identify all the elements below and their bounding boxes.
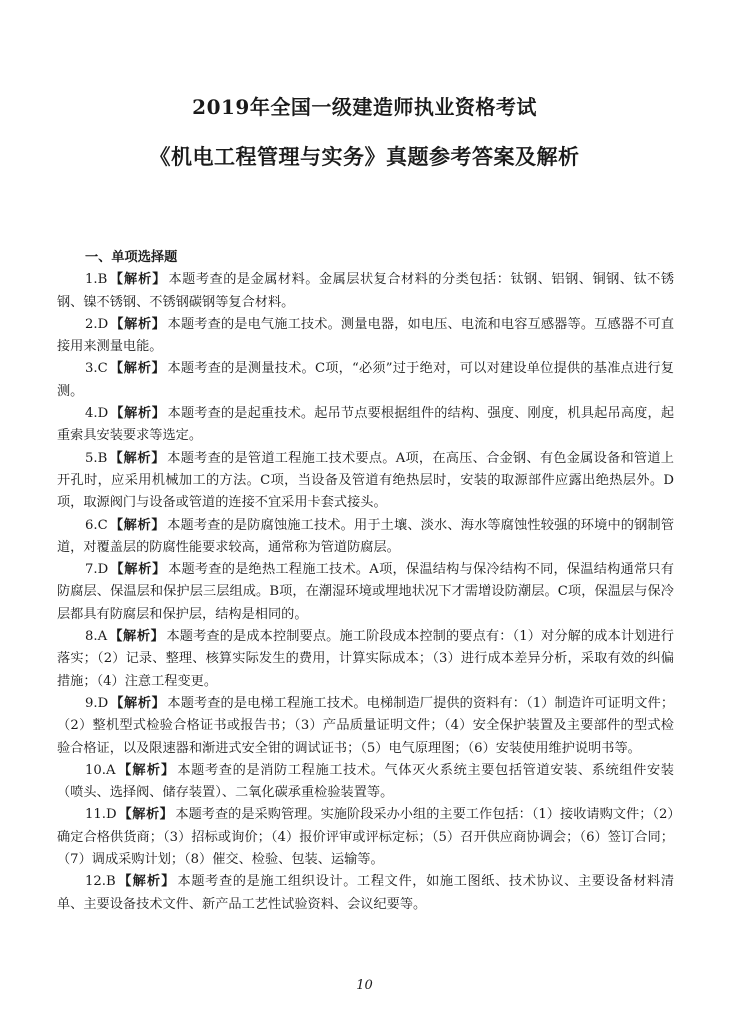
analysis-tag: 【解析】 — [110, 316, 166, 332]
page-number: 10 — [356, 978, 373, 993]
answer-text: 本题考查的是管道工程施工技术要点。A项，在高压、合金钢、有色金属设备和管道上开孔时，应采用机械加工的方法。C项，当设备及管道有绝热层时，安装的取源部件应露出绝热层外。D项，取源阀门与设备或管道的连接不宜采用卡套式接头。 — [57, 450, 674, 511]
analysis-tag: 【解析】 — [109, 450, 166, 466]
analysis-tag: 【解析】 — [117, 874, 176, 890]
analysis-tag: 【解析】 — [110, 562, 167, 578]
answer-text: 本题考查的是电梯工程施工技术。电梯制造厂提供的资料有：（1）制造许可证明文件；（2）整机型式检验合格证书或报告书；（3）产品质量证明文件；（4）安全保护装置及主要部件的型式检验合格证，以及限速器和渐进式安全钳的调试证书；（5）电气原理图；（6）安装使用维护说明书等。 — [57, 695, 675, 756]
answer-item-3 — [57, 358, 674, 403]
answer-number: 3.C — [85, 361, 108, 377]
answer-item-8 — [57, 626, 674, 693]
answer-text: 本题考查的是消防工程施工技术。气体灭火系统主要包括管道安装、系统组件安装（喷头、选择阀、储存装置）、二氧化碳承重检验装置等。 — [57, 762, 674, 801]
answer-number: 6.C — [85, 517, 108, 533]
analysis-tag: 【解析】 — [110, 406, 166, 422]
title-line-2: 《机电工程管理与实务》真题参考答案及解析 — [149, 144, 580, 169]
title-line-1: 2019年全国一级建造师执业资格考试 — [192, 95, 537, 119]
answer-number: 4.D — [85, 406, 109, 422]
answer-number: 5.B — [85, 450, 108, 466]
answer-number: 10.A — [85, 762, 116, 778]
section-heading: 一、单项选择题 — [85, 250, 178, 265]
answer-number: 9.D — [85, 695, 109, 711]
answer-item-11 — [57, 804, 674, 871]
answer-number: 1.B — [85, 272, 108, 288]
answer-text: 本题考查的是防腐蚀施工技术。用于土壤、淡水、海水等腐蚀性较强的环境中的钢制管道，对覆盖层的防腐性能要求较高，通常称为管道防腐层。 — [57, 517, 675, 555]
analysis-tag: 【解析】 — [117, 762, 176, 778]
answer-text: 本题考查的是绝热工程施工技术。A项，保温结构与保冷结构不同，保温结构通常只有防腐层、保温层和保护层三层组成。B项，在潮湿环境或埋地状况下才需增设防潮层。C项，保温层与保冷层都具有防腐层和保护层，结构是相同的。 — [57, 562, 674, 622]
answer-number: 11.D — [85, 807, 117, 823]
answer-item-10 — [57, 760, 674, 805]
answer-number: 7.D — [85, 562, 109, 578]
answer-text: 本题考查的是金属材料。金属层状复合材料的分类包括：钛钢、铝钢、铜钢、钛不锈钢、镍不锈钢、不锈钢碳钢等复合材料。 — [57, 272, 675, 310]
analysis-tag: 【解析】 — [109, 361, 166, 377]
answer-item-4 — [57, 403, 674, 448]
answer-item-9 — [57, 693, 674, 760]
analysis-tag: 【解析】 — [109, 272, 167, 288]
answer-item-1 — [57, 269, 674, 314]
analysis-tag: 【解析】 — [110, 695, 166, 711]
analysis-tag: 【解析】 — [118, 807, 174, 823]
answer-item-12 — [57, 871, 674, 916]
answer-number: 12.B — [85, 874, 116, 890]
answer-text: 本题考查的是起重技术。起吊节点要根据组件的结构、强度、刚度，机具起吊高度，起重索具安装要求等选定。 — [57, 406, 675, 444]
answer-item-5 — [57, 448, 674, 515]
answer-item-7 — [57, 559, 674, 626]
answer-number: 8.A — [85, 629, 108, 645]
answer-text: 本题考查的是成本控制要点。施工阶段成本控制的要点有：（1）对分解的成本计划进行落实；（2）记录、整理、核算实际发生的费用，计算实际成本；（3）进行成本差异分析，采取有效的纠偏措施；（4）注意工程变更。 — [57, 629, 674, 689]
answer-item-6 — [57, 515, 674, 560]
answer-content — [57, 247, 674, 916]
analysis-tag: 【解析】 — [109, 629, 165, 645]
analysis-tag: 【解析】 — [109, 517, 166, 533]
answer-item-2 — [57, 314, 674, 359]
answer-text: 本题考查的是测量技术。C项，“必须”过于绝对，可以对建设单位提供的基准点进行复测。 — [57, 361, 674, 399]
answer-text: 本题考查的是采购管理。实施阶段采办小组的主要工作包括：（1）接收请购文件；（2）确定合格供货商；（3）招标或询价；（4）报价评审或评标定标；（5）召开供应商协调会；（6）签订合同；（7）调成采购计划；（8）催交、检验、包装、运输等。 — [57, 807, 675, 868]
answer-text: 本题考查的是电气施工技术。测量电器，如电压、电流和电容互感器等。互感器不可直接用来测量电能。 — [57, 316, 675, 355]
answer-number: 2.D — [85, 316, 109, 332]
answer-text: 本题考查的是施工组织设计。工程文件，如施工图纸、技术协议、主要设备材料清单、主要设备技术文件、新产品工艺性试验资料、会议纪要等。 — [57, 874, 675, 912]
